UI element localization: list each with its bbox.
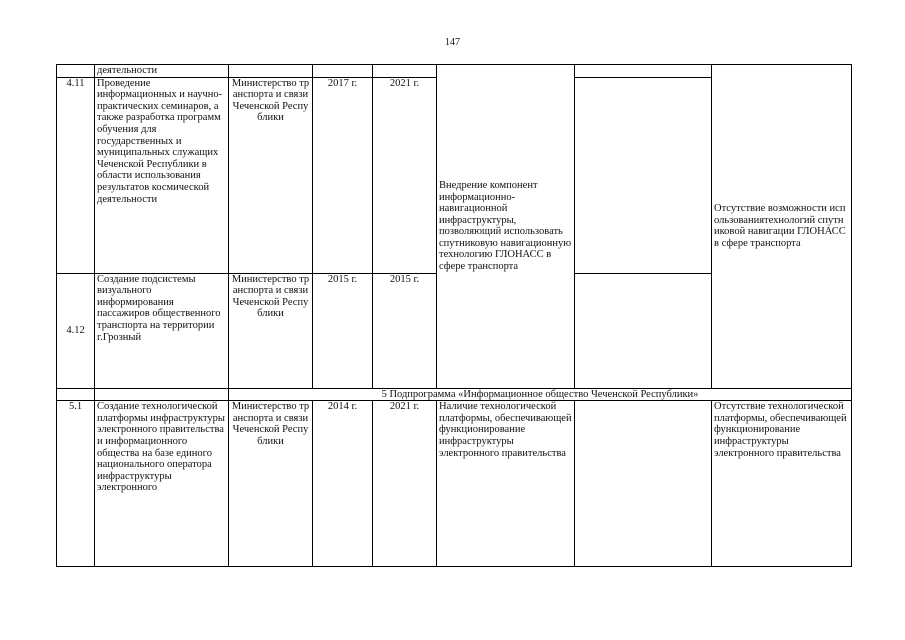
cell-start: 2014 г. [313, 401, 373, 567]
cell-indicator [575, 77, 712, 273]
cell-num [57, 388, 95, 401]
cell-name [95, 388, 229, 401]
cell-num: 5.1 [57, 401, 95, 567]
cell-end: 2015 г. [373, 273, 437, 388]
table-row-continuation [57, 65, 852, 78]
cell-name: Создание технологической платформы инфраструктуры электронного правительства и информационного общества на базе единого национального оператора инфраструктуры электронного [95, 401, 229, 567]
cell-risk: Отсутствие технологической платформы, обеспечивающей функционирование инфраструктуры электронного правительства [712, 401, 852, 567]
cell-num: 4.12 [57, 273, 95, 388]
cell-indicator [575, 65, 712, 78]
cell-start: 2017 г. [313, 77, 373, 273]
cell-executor: Министерство транспорта и связи Чеченской Республики [229, 77, 313, 273]
cell-indicator [575, 273, 712, 388]
cell-num [57, 65, 95, 78]
cell-executor: Министерство транспорта и связи Чеченской Республики [229, 401, 313, 567]
subprogram-title: 5 Подпрограмма «Информационное общество Чеченской Республики» [229, 388, 852, 401]
cell-indicator [575, 401, 712, 567]
cell-end: 2021 г. [373, 77, 437, 273]
cell-name: Проведение информационных и научно-практических семинаров, а также разработка программ обучения для государственных и муниципальных служащих Чеченской Республики в области использования результатов космической деятельности [95, 77, 229, 273]
cell-shared-result: Внедрение компонент информационно-навигационной инфраструктуры, позволяющий использовать спутниковую навигационную технологию ГЛОНАСС в сфере транспорта [437, 65, 575, 389]
cell-end [373, 65, 437, 78]
cell-executor: Министерство транспорта и связи Чеченской Республики [229, 273, 313, 388]
cell-name: деятельности [95, 65, 229, 78]
cell-num: 4.11 [57, 77, 95, 273]
program-measures-table [56, 64, 852, 567]
cell-shared-risk [712, 65, 852, 389]
page-number: 147 [445, 37, 460, 48]
cell-result: Наличие технологической платформы, обеспечивающей функционирование инфраструктуры электронного правительства [437, 401, 575, 567]
table-row-subprogram [57, 388, 852, 401]
cell-end: 2021 г. [373, 401, 437, 567]
shared-risk-text: Отсутствие возможности использованиятехнологий спутниковой навигации ГЛОНАСС в сфере транспорта [714, 203, 846, 249]
cell-start [313, 65, 373, 78]
cell-executor [229, 65, 313, 78]
cell-start: 2015 г. [313, 273, 373, 388]
cell-name: Создание подсистемы визуального информирования пассажиров общественного транспорта на территории г.Грозный [95, 273, 229, 388]
table-row-5-1 [57, 401, 852, 567]
